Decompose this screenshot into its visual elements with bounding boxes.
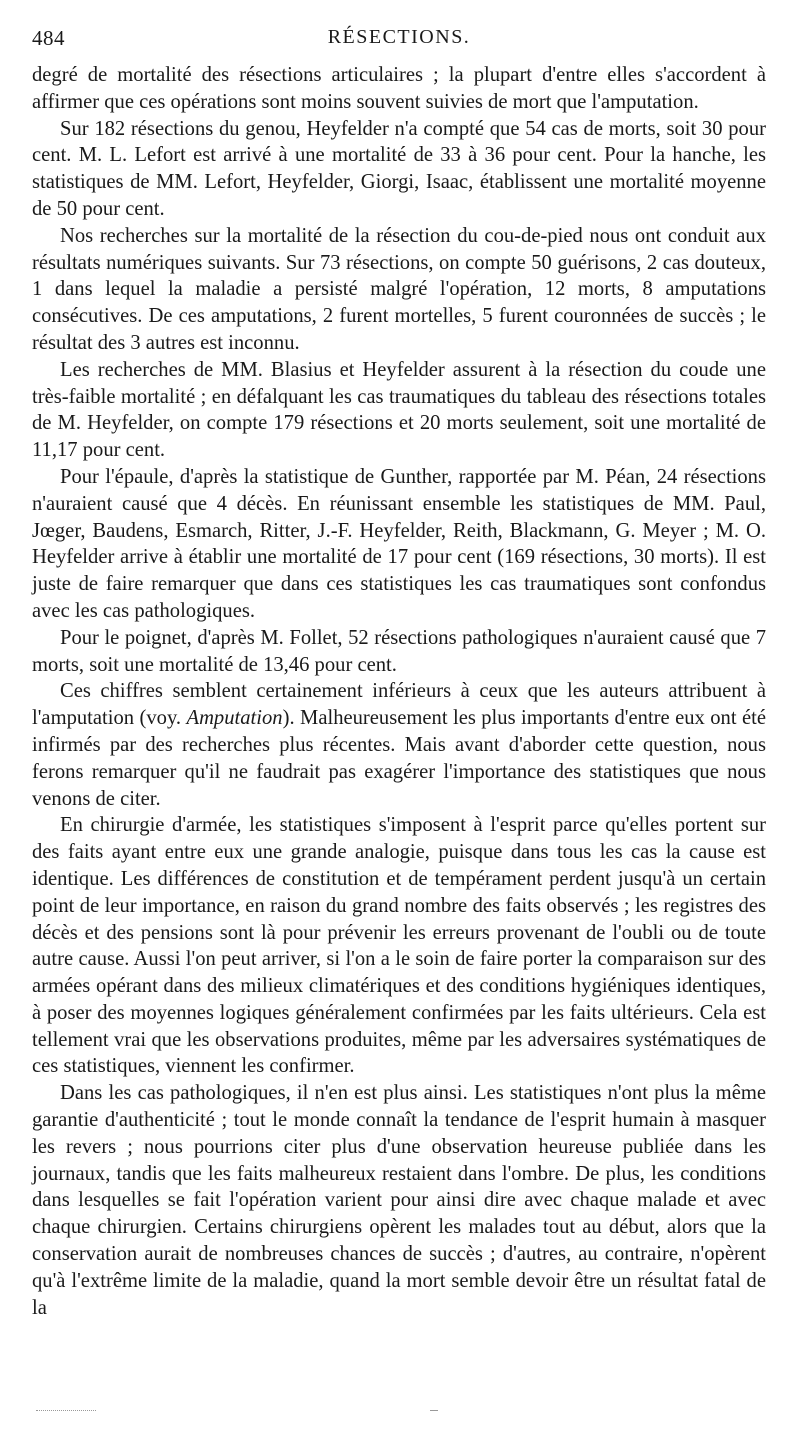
- paragraph-cas-pathologiques: Dans les cas pathologiques, il n'en est plus ainsi. Les statistiques n'ont plus la même garantie d'authenticité ; tout le monde connaît la tendance de l'esprit humain à masquer les revers ; nous pourrions citer plus d'une observation heureuse publiée dans les journaux, tandis que les faits malheureux restaient dans l'ombre. De plus, les conditions dans lesquelles se fait l'opération varient pour ainsi dire avec chaque malade et avec chaque chirurgien. Certains chirurgiens opèrent les malades tout au début, alors que la conservation aurait de nombreuses chances de succès ; d'autres, au contraire, n'opèrent qu'à l'extrême limite de la maladie, quand la mort semble devoir être un résultat fatal de la: [32, 1082, 766, 1319]
- paragraph-chiffres: [32, 678, 766, 812]
- paragraph-chirurgie-armee: En chirurgie d'armée, les statistiques s'imposent à l'esprit parce qu'elles portent sur des faits ayant entre eux une grande analogie, puisque dans tous les cas la cause est identique. Les différences de constitution et de tempérament perdent jusqu'à un certain point de leur importance, en raison du grand nombre des faits observés ; les registres des décès et des pensions sont là pour prévenir les erreurs provenant de l'oubli ou de toute autre cause. Aussi l'on peut arriver, si l'on a le soin de faire porter la comparaison sur des armées opérant dans des milieux climatériques et des conditions hygiéniques identiques, à poser des moyennes logiques généralement confirmées par les faits ultérieurs. Cela est tellement vrai que les observations produites, même par les adversaires systématiques de ces statistiques, viennent les confirmer.: [32, 814, 766, 1078]
- paragraph-chiffres-after: ). Malheureusement les plus importants d'entre eux ont été infirmés par des recherches plus récentes. Mais avant d'aborder cette question, nous ferons remarquer qu'il ne faudrait pas exagérer l'importance des statistiques que nous venons de citer.: [32, 707, 766, 810]
- body-text: [32, 62, 766, 1321]
- paragraph-coude: Les recherches de MM. Blasius et Heyfelder assurent à la résection du coude une très-faible mortalité ; en défalquant les cas traumatiques du tableau des résections totales de M. Heyfelder, on compte 179 résections et 20 morts seulement, soit une mortalité de 11,17 pour cent.: [32, 358, 766, 462]
- book-page: [32, 26, 766, 1321]
- running-title: RÉSECTIONS.: [327, 26, 471, 48]
- paragraph-poignet: Pour le poignet, d'après M. Follet, 52 résections pathologiques n'auraient causé que 7 morts, soit une mortalité de 13,46 pour cent.: [32, 626, 766, 676]
- running-head: [32, 26, 766, 56]
- paragraph-genou-hanche: Sur 182 résections du genou, Heyfelder n'a compté que 54 cas de morts, soit 30 pour cent. M. L. Lefort est arrivé à une mortalité de 33 à 36 pour cent. Pour la hanche, les statistiques de MM. Lefort, Heyfelder, Giorgi, Isaac, établissent une mortalité moyenne de 50 pour cent.: [32, 117, 766, 220]
- page-bottom-marks: [0, 1406, 800, 1416]
- paragraph-cou-de-pied: Nos recherches sur la mortalité de la résection du cou-de-pied nous ont conduit aux résultats numériques suivants. Sur 73 résections, on compte 50 guérisons, 2 cas douteux, 1 dans lequel la maladie a persisté malgré l'opération, 12 morts, 8 amputations consécutives. De ces amputations, 2 furent mortelles, 5 furent couronnées de succès ; le résultat des 3 autres est inconnu.: [32, 224, 766, 354]
- scan-mark-left: [36, 1410, 96, 1411]
- scan-mark-center: [430, 1410, 438, 1411]
- paragraph-chiffres-before: Ces chiffres semblent certainement inférieurs à ceux que les auteurs attribuent à l'amputation (voy.: [32, 680, 766, 730]
- paragraph-epaule: Pour l'épaule, d'après la statistique de Gunther, rapportée par M. Péan, 24 résections n'auraient causé que 4 décès. En réunissant ensemble les statistiques de MM. Paul, Jœger, Baudens, Esmarch, Ritter, J.-F. Heyfelder, Reith, Blackmann, G. Meyer ; M. O. Heyfelder arrive à établir une mortalité de 17 pour cent (169 résections, 30 morts). Il est juste de faire remarquer que dans ces statistiques les cas traumatiques sont confondus avec les cas pathologiques.: [32, 465, 766, 622]
- page-number: 484: [32, 26, 65, 50]
- paragraph-continuation: degré de mortalité des résections articulaires ; la plupart d'entre elles s'accordent à affirmer que ces opérations sont moins souvent suivies de mort que l'amputation.: [32, 64, 766, 113]
- cross-reference-amputation: Amputation: [186, 707, 283, 730]
